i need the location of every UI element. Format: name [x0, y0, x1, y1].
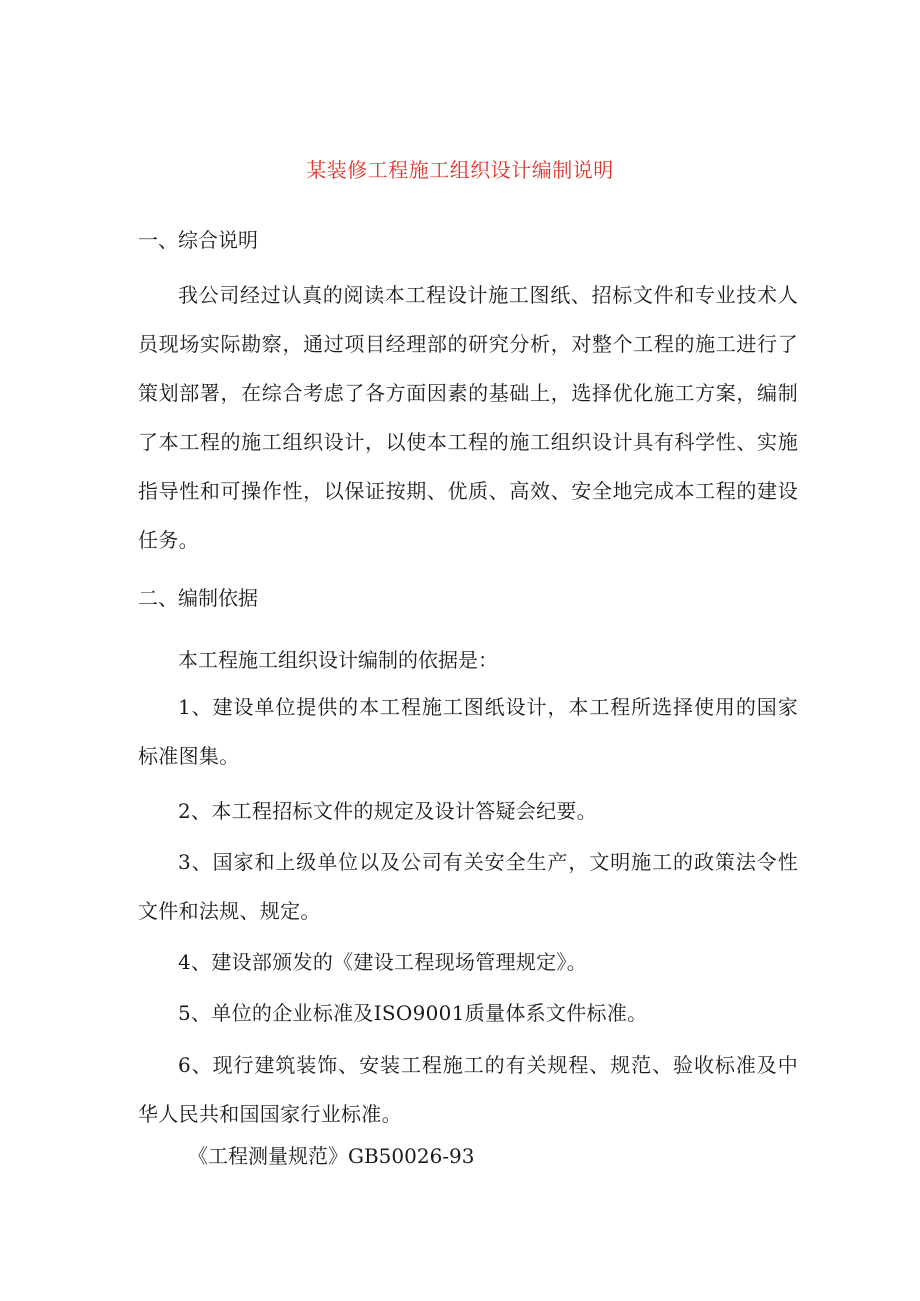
overview-paragraph: 我公司经过认真的阅读本工程设计施工图纸、招标文件和专业技术人员现场实际勘察，通过项目经理部的研究分析，对整个工程的施工进行了策划部署，在综合考虑了各方面因素的基础上，选择优化施工方案，编制了本工程的施工组织设计，以使本工程的施工组织设计具有科学性、实施指导性和可操作性，以保证按期、优质、高效、安全地完成本工程的建设任务。: [138, 283, 798, 552]
document-title: 某装修工程施工组织设计编制说明: [306, 158, 614, 182]
basis-item-6: 6、现行建筑装饰、安装工程施工的有关规程、规范、验收标准及中华人民共和国国家行业标准。: [138, 1053, 798, 1126]
basis-item-1: 1、建设单位提供的本工程施工图纸设计，本工程所选择使用的国家标准图集。: [138, 695, 798, 768]
basis-intro: 本工程施工组织设计编制的依据是：: [178, 648, 498, 672]
basis-item-4: 4、建设部颁发的《建设工程现场管理规定》。: [178, 950, 588, 974]
standard-reference: 《工程测量规范》GB50026-93: [188, 1144, 475, 1168]
basis-item-5: 5、单位的企业标准及ISO9001质量体系文件标准。: [178, 1001, 648, 1025]
basis-item-2: 2、本工程招标文件的规定及设计答疑会纪要。: [178, 799, 598, 823]
section-heading-basis: 二、编制依据: [138, 586, 258, 610]
section-heading-overview: 一、综合说明: [138, 228, 258, 252]
basis-item-3: 3、国家和上级单位以及公司有关安全生产，文明施工的政策法令性文件和法规、规定。: [138, 850, 798, 923]
